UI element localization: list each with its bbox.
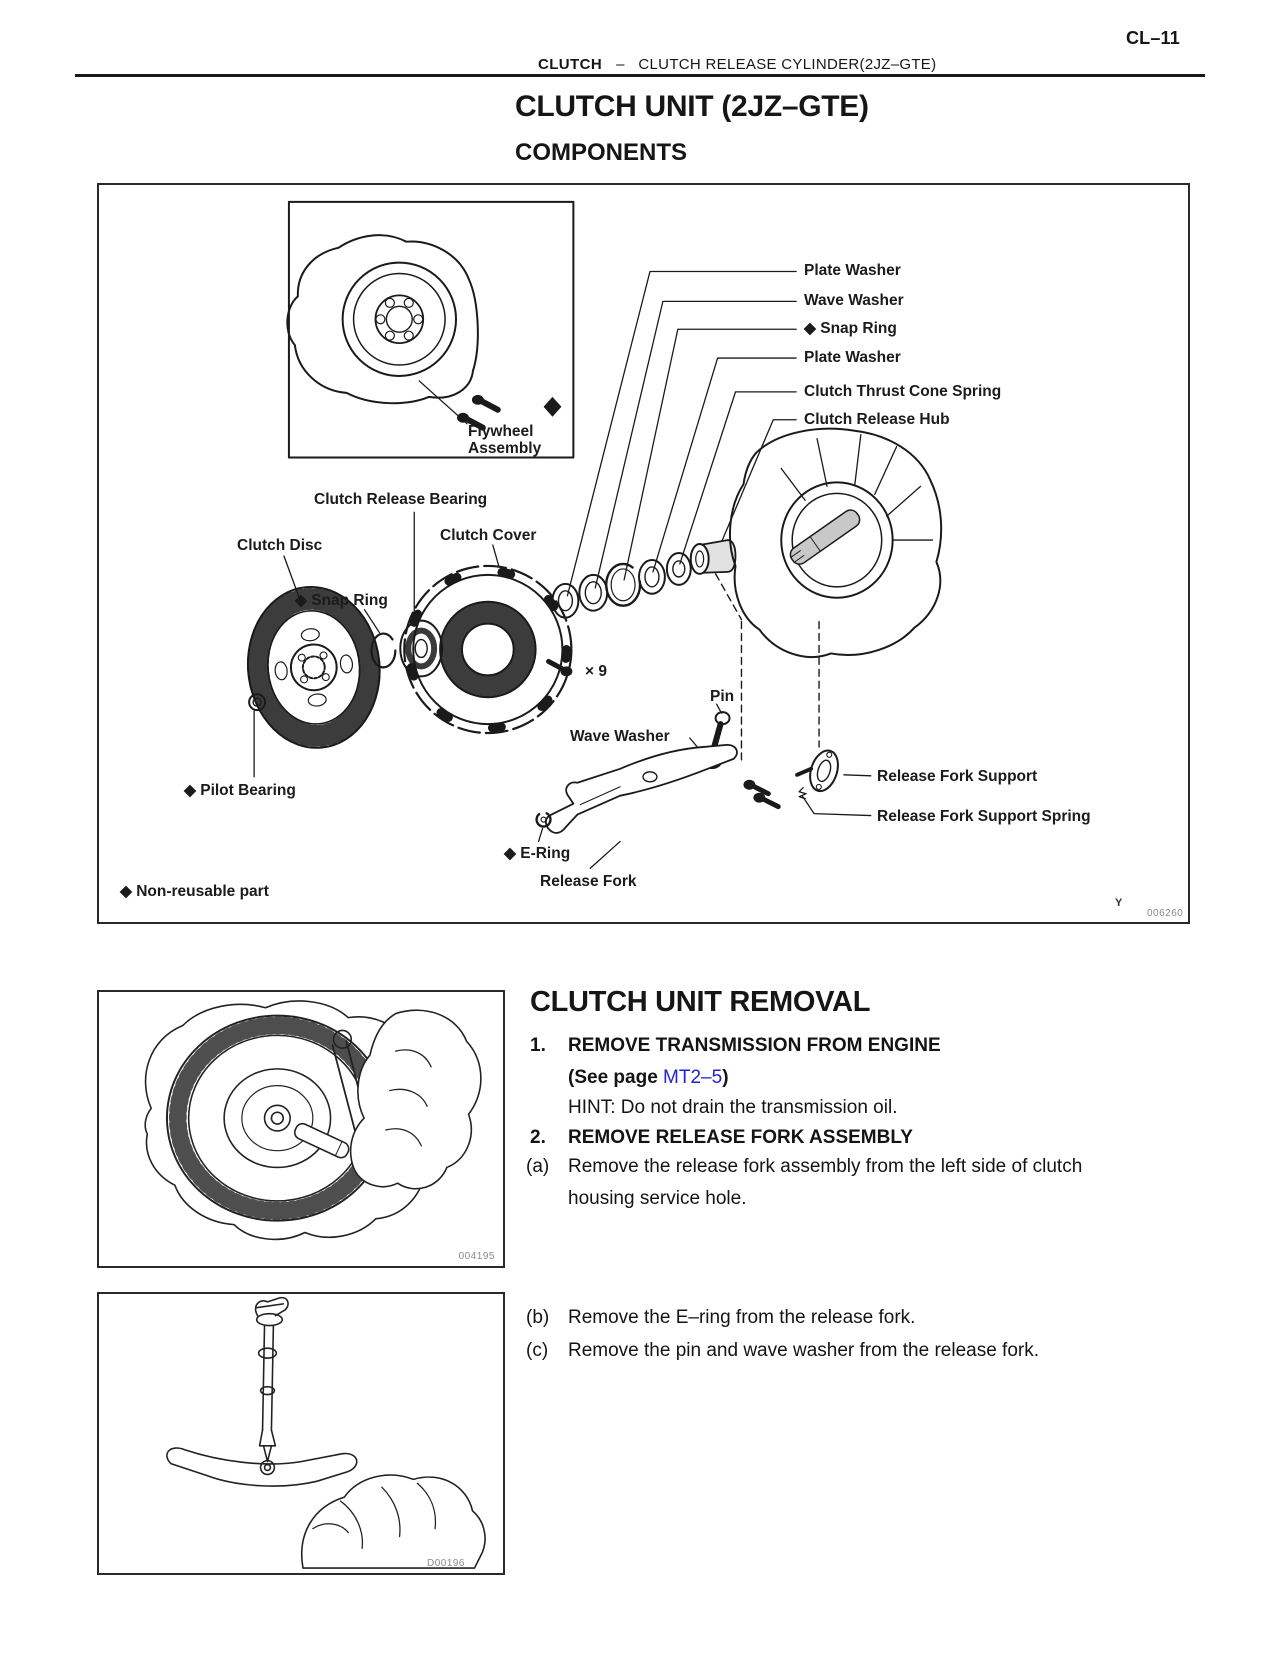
release-fork-drawing (546, 745, 737, 833)
step-1-number: 1. (530, 1035, 546, 1056)
section-title-components: COMPONENTS (515, 139, 688, 166)
figure-code: 004195 (458, 1251, 495, 1262)
illustration-remove-fork-assembly (97, 990, 505, 1268)
label-snap-ring-left: ◆ Snap Ring (295, 592, 388, 609)
label-pin: Pin (710, 688, 735, 705)
substep-c-number: (c) (526, 1340, 549, 1361)
illustration-2-art (99, 1294, 503, 1573)
figure-code: 006260 (1147, 908, 1184, 919)
running-header (538, 56, 936, 73)
step-2-heading: REMOVE RELEASE FORK ASSEMBLY (568, 1127, 913, 1148)
page-title: CLUTCH UNIT (2JZ–GTE) (515, 90, 869, 123)
see-page-prefix: (See page (568, 1067, 664, 1088)
label-non-reusable-legend: ◆ Non-reusable part (120, 883, 269, 900)
substep-b-number: (b) (526, 1307, 550, 1328)
step-2-number: 2. (530, 1127, 546, 1148)
substep-a-text: Remove the release fork assembly from the left side of clutch housing service hole. (568, 1156, 1083, 1209)
pin-drawing (714, 712, 730, 749)
support-bolts-icon (743, 780, 778, 807)
running-header-title: CLUTCH RELEASE CYLINDER(2JZ–GTE) (638, 56, 937, 73)
leader-lines (254, 272, 871, 869)
page-number: CL–11 (1125, 28, 1180, 48)
label-release-fork-support-spring: Release Fork Support Spring (877, 808, 1091, 825)
illustration-remove-ering-pin (97, 1292, 505, 1575)
washer-stack-drawing (552, 540, 735, 618)
substep-b-text: Remove the E–ring from the release fork. (568, 1307, 916, 1328)
label-flywheel-assembly: Flywheel Assembly (468, 423, 542, 457)
section-title-clutch-unit-removal: CLUTCH UNIT REMOVAL (530, 986, 871, 1018)
label-clutch-disc: Clutch Disc (237, 537, 323, 554)
illustration-1-art (99, 992, 503, 1266)
components-diagram (97, 183, 1190, 924)
label-e-ring: ◆ E-Ring (504, 845, 571, 862)
see-page-suffix: ) (722, 1067, 729, 1088)
substep-a-number: (a) (526, 1156, 550, 1177)
release-fork-support-drawing (797, 747, 843, 799)
hint-text: HINT: Do not drain the transmission oil. (568, 1097, 898, 1118)
label-wave-washer-top: Wave Washer (804, 292, 904, 309)
flywheel-assembly-drawing (287, 202, 573, 458)
non-reusable-diamond-icon (544, 397, 562, 417)
label-release-fork: Release Fork (540, 873, 637, 890)
running-header-section: CLUTCH (538, 56, 603, 73)
see-page-line (568, 1062, 729, 1094)
label-release-fork-support: Release Fork Support (877, 768, 1038, 785)
label-wave-washer-bottom: Wave Washer (570, 728, 670, 745)
label-snap-ring-right: ◆ Snap Ring (804, 320, 897, 337)
substep-c-text: Remove the pin and wave washer from the release fork. (568, 1340, 1040, 1361)
label-clutch-release-hub: Clutch Release Hub (804, 411, 950, 428)
alignment-dashed-lines (716, 574, 819, 761)
running-header-dash: – (616, 56, 625, 73)
label-clutch-release-bearing: Clutch Release Bearing (314, 491, 488, 508)
header-rule (75, 74, 1205, 77)
label-pilot-bearing: ◆ Pilot Bearing (184, 782, 296, 799)
figure-mark: Y (1115, 897, 1123, 909)
label-clutch-thrust-cone-spring: Clutch Thrust Cone Spring (804, 383, 1002, 400)
clutch-housing-drawing (730, 429, 941, 657)
clutch-cover-drawing (404, 566, 571, 733)
figure-code: D00196 (426, 1558, 465, 1569)
label-plate-washer-2: Plate Washer (804, 349, 901, 366)
see-page-link[interactable]: MT2–5 (663, 1067, 723, 1088)
label-clutch-cover: Clutch Cover (440, 527, 537, 544)
label-plate-washer-1: Plate Washer (804, 262, 901, 279)
label-bolt-count: × 9 (585, 663, 607, 680)
step-1-heading: REMOVE TRANSMISSION FROM ENGINE (568, 1035, 941, 1056)
